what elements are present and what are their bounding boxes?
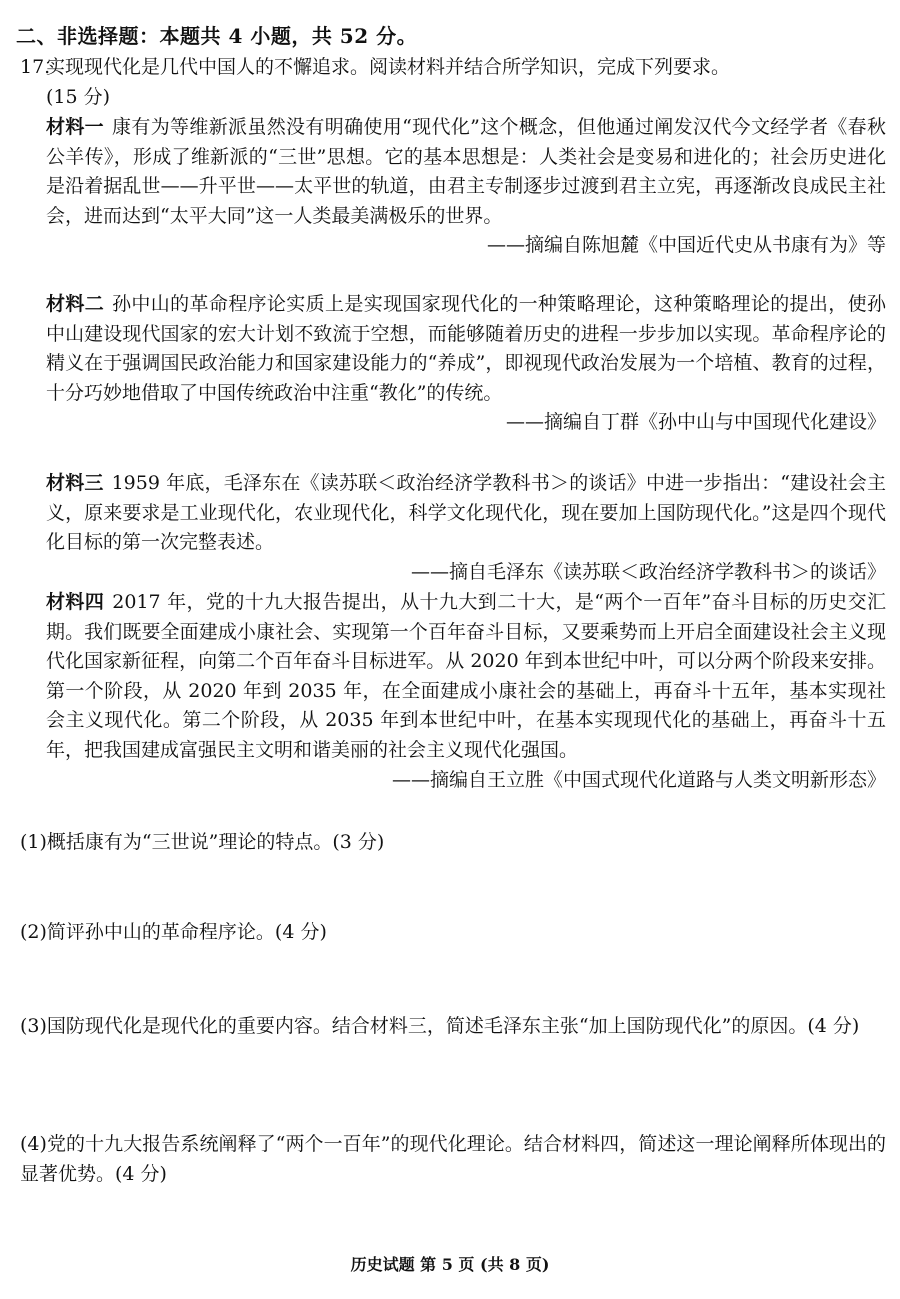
question-number: 17. bbox=[20, 56, 51, 78]
section-title: 二、非选择题：本题共 4 小题，共 52 分。 bbox=[16, 24, 418, 48]
material-source: ——摘编自陈旭麓《中国近代史从书康有为》等 bbox=[486, 234, 886, 257]
sub-question-2: (2)简评孙中山的革命程序论。(4 分) bbox=[20, 921, 327, 943]
material-text: 2017 年，党的十九大报告提出，从十九大到二十大，是“两个一百年”奋斗目标的历史交汇期。我们既要全面建成小康社会、实现第一个百年奋斗目标，又要乘势而上开启全面建设社会主义现代化国家新征程，向第二个百年奋斗目标进军。从 2020 年到本世纪中叶，可以分两个阶段来安排。第一个阶段，从 2020 年到 2035 年，在全面建成小康社会的基础上，再奋斗十五年，基本实现社会主义现代化。第二个阶段，从 2035 年到本世纪中叶，在基本实现现代化的基础上，再奋斗十五年，把我国建成富强民主文明和谐美丽的社会主义现代化强国。 bbox=[46, 591, 886, 761]
material-source: ——摘编自王立胜《中国式现代化道路与人类文明新形态》 bbox=[391, 768, 886, 791]
sub-question-1: (1)概括康有为“三世说”理论的特点。(3 分) bbox=[20, 831, 385, 853]
sub-question-3: (3)国防现代化是现代化的重要内容。结合材料三，简述毛泽东主张“加上国防现代化”的原因。(4 分) bbox=[20, 1015, 860, 1037]
material-4 bbox=[20, 588, 886, 795]
page-footer: 历史试题 第 5 页 (共 8 页) bbox=[350, 1255, 550, 1274]
material-text: 康有为等维新派虽然没有明确使用“现代化”这个概念，但他通过阐发汉代今文经学者《春秋公羊传》，形成了维新派的“三世”思想。它的基本思想是：人类社会是变易和进化的；社会历史进化是沿着据乱世——升平世——太平世的轨道，由君主专制逐步过渡到君主立宪，再逐渐改良成民主社会，进而达到“太平大同”这一人类最美满极乐的世界。 bbox=[46, 116, 886, 227]
material-label: 材料一 bbox=[46, 116, 105, 138]
material-3 bbox=[20, 469, 886, 587]
material-text: 1959 年底，毛泽东在《读苏联＜政治经济学教科书＞的谈话》中进一步指出：“建设社会主义，原来要求是工业现代化，农业现代化，科学文化现代化，现在要加上国防现代化。”这是四个现代化目标的第一次完整表述。 bbox=[46, 472, 886, 554]
material-2 bbox=[20, 290, 886, 438]
question-text: 实现现代化是几代中国人的不懈追求。阅读材料并结合所学知识，完成下列要求。 bbox=[46, 56, 731, 78]
question-score: (15 分) bbox=[46, 85, 111, 108]
question-stem bbox=[20, 53, 886, 112]
material-text: 孙中山的革命程序论实质上是实现国家现代化的一种策略理论，这种策略理论的提出，使孙中山建设现代国家的宏大计划不致流于空想，而能够随着历史的进程一步步加以实现。革命程序论的精义在于强调国民政治能力和国家建设能力的“养成”，即视现代政治发展为一个培植、教育的过程，十分巧妙地借取了中国传统政治中注重“教化”的传统。 bbox=[46, 293, 886, 404]
material-label: 材料三 bbox=[46, 472, 104, 494]
material-label: 材料四 bbox=[46, 591, 105, 613]
material-source: ——摘编自丁群《孙中山与中国现代化建设》 bbox=[505, 411, 886, 434]
material-label: 材料二 bbox=[46, 293, 105, 315]
material-1 bbox=[20, 113, 886, 261]
material-source: ——摘自毛泽东《读苏联＜政治经济学教科书＞的谈话》 bbox=[410, 560, 886, 583]
sub-question-4: (4)党的十九大报告系统阐释了“两个一百年”的现代化理论。结合材料四，简述这一理论阐释所体现出的显著优势。(4 分) bbox=[20, 1133, 886, 1185]
